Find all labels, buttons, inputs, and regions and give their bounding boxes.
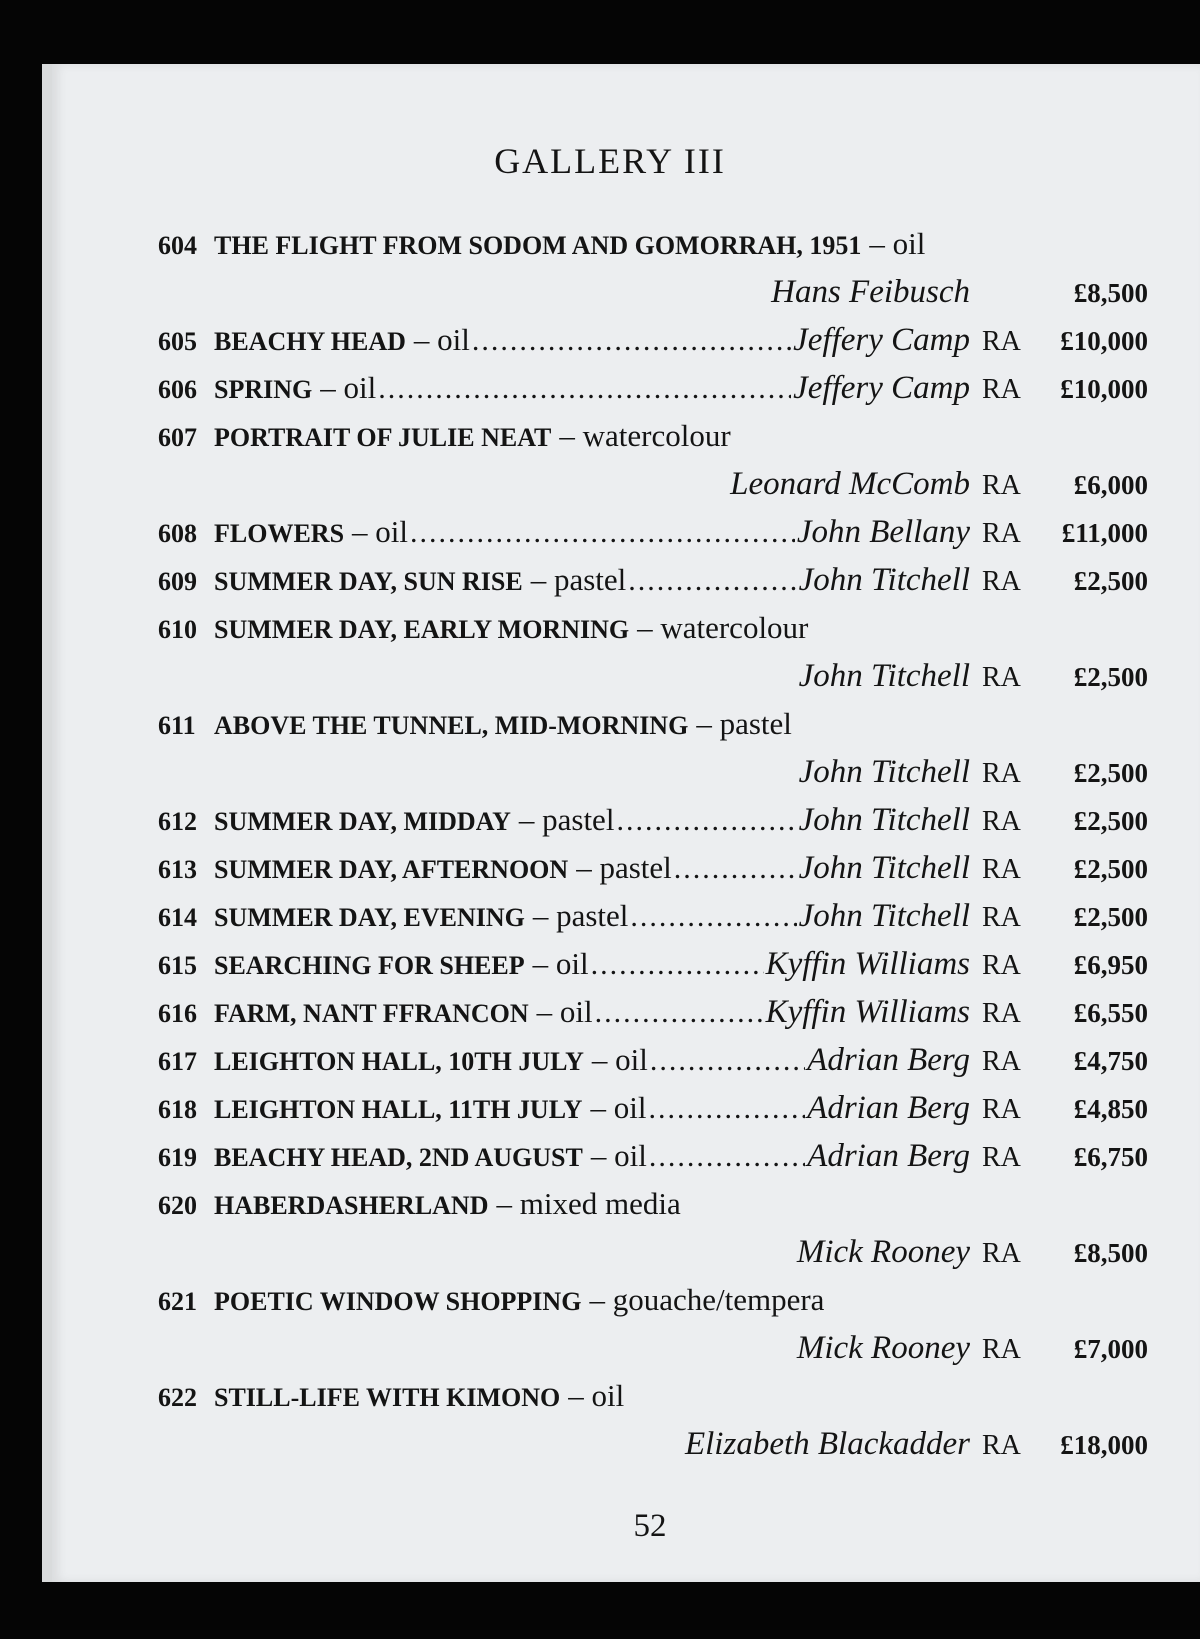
entry-607-artist-line — [158, 466, 1148, 514]
entry-medium: – mixed media — [496, 1186, 681, 1221]
entry-number: 617 — [158, 1047, 197, 1076]
entry-artist: Elizabeth Blackadder — [684, 1426, 970, 1462]
dot-leader — [649, 1140, 805, 1174]
entry-621 — [158, 1282, 1148, 1330]
entry-number: 608 — [158, 519, 197, 548]
entry-title: HABERDASHERLAND — [214, 1191, 489, 1220]
entry-artist: John Titchell — [798, 802, 970, 838]
page-number: 52 — [633, 1508, 667, 1544]
entry-title: ABOVE THE TUNNEL, MID-MORNING — [214, 711, 689, 740]
entry-title: SEARCHING FOR SHEEP — [214, 951, 525, 980]
entry-number: 606 — [158, 375, 197, 404]
dot-leader — [616, 804, 796, 838]
entry-number: 611 — [158, 711, 196, 740]
entry-ra: RA — [982, 1142, 1021, 1173]
entry-price: £4,850 — [1073, 1094, 1148, 1124]
entry-medium: – pastel — [696, 706, 792, 741]
entry-title: STILL-LIFE WITH KIMONO — [214, 1383, 561, 1412]
entry-price: £7,000 — [1073, 1334, 1148, 1364]
entry-title: SUMMER DAY, EVENING — [214, 903, 525, 932]
entry-title: PORTRAIT OF JULIE NEAT — [214, 423, 552, 452]
entry-610-artist-line — [158, 658, 1148, 706]
entry-price: £2,500 — [1073, 566, 1148, 596]
entry-medium: – oil — [568, 1378, 625, 1413]
entry-622 — [158, 1378, 1148, 1426]
entry-604 — [158, 226, 1148, 274]
entry-price: £10,000 — [1060, 374, 1148, 404]
entry-artist: John Bellany — [796, 514, 970, 550]
entry-number: 609 — [158, 567, 197, 596]
entry-612 — [158, 802, 1148, 850]
entry-artist: Hans Feibusch — [771, 274, 970, 310]
entry-ra: RA — [982, 806, 1021, 837]
entry-artist: Adrian Berg — [807, 1138, 970, 1174]
entry-price: £8,500 — [1073, 1238, 1148, 1268]
entry-title: SUMMER DAY, EARLY MORNING — [214, 615, 630, 644]
entry-title: LEIGHTON HALL, 11TH JULY — [214, 1095, 583, 1124]
entry-ra: RA — [982, 326, 1021, 357]
entry-number: 607 — [158, 423, 197, 452]
entry-medium: – oil — [532, 946, 589, 981]
entry-611-artist-line — [158, 754, 1148, 802]
dot-leader — [674, 852, 797, 886]
dot-leader — [628, 564, 796, 598]
entry-price: £18,000 — [1060, 1430, 1148, 1460]
entry-ra: RA — [982, 1094, 1021, 1125]
entry-artist: John Titchell — [798, 850, 970, 886]
entry-price: £8,500 — [1073, 278, 1148, 308]
entry-title: SUMMER DAY, MIDDAY — [214, 807, 511, 836]
entry-artist: John Titchell — [798, 898, 970, 934]
entry-title: POETIC WINDOW SHOPPING — [214, 1287, 582, 1316]
entry-price: £6,750 — [1073, 1142, 1148, 1172]
entry-medium: – oil — [413, 322, 470, 357]
entry-ra: RA — [982, 470, 1021, 501]
entry-medium: – pastel — [530, 562, 627, 597]
entry-price: £4,750 — [1073, 1046, 1148, 1076]
entry-619 — [158, 1138, 1148, 1186]
entry-number: 612 — [158, 807, 197, 836]
entry-614 — [158, 898, 1148, 946]
entry-ra: RA — [982, 1046, 1021, 1077]
entry-artist: Adrian Berg — [807, 1090, 970, 1126]
entry-606 — [158, 370, 1148, 418]
entry-615 — [158, 946, 1148, 994]
entry-618 — [158, 1090, 1148, 1138]
entry-artist: Jeffery Camp — [793, 322, 970, 358]
entry-medium: – pastel — [532, 898, 629, 933]
entry-medium: – oil — [590, 1138, 647, 1173]
entry-617 — [158, 1042, 1148, 1090]
entry-price: £10,000 — [1060, 326, 1148, 356]
entry-artist: Mick Rooney — [796, 1330, 970, 1366]
entry-price: £6,950 — [1073, 950, 1148, 980]
entry-613 — [158, 850, 1148, 898]
entry-title: SUMMER DAY, SUN RISE — [214, 567, 523, 596]
entry-medium: – watercolour — [559, 418, 731, 453]
entry-number: 618 — [158, 1095, 197, 1124]
entry-medium: – gouache/tempera — [589, 1282, 825, 1317]
entry-610 — [158, 610, 1148, 658]
entry-611 — [158, 706, 1148, 754]
entry-price: £11,000 — [1061, 518, 1148, 548]
entry-title: FLOWERS — [214, 519, 345, 548]
entry-ra: RA — [982, 998, 1021, 1029]
entry-title: FARM, NANT FFRANCON — [214, 999, 529, 1028]
entry-number: 616 — [158, 999, 197, 1028]
entry-artist: Kyffin Williams — [765, 994, 970, 1030]
entry-604-artist-line — [158, 274, 1148, 322]
entry-medium: – pastel — [576, 850, 672, 885]
entry-artist: Kyffin Williams — [765, 946, 970, 982]
entry-artist: Jeffery Camp — [793, 370, 970, 406]
entry-ra: RA — [982, 374, 1021, 405]
entry-number: 619 — [158, 1143, 197, 1172]
entry-price: £6,000 — [1073, 470, 1148, 500]
entry-title: BEACHY HEAD — [214, 327, 406, 356]
entry-ra: RA — [982, 1238, 1021, 1269]
entry-title: THE FLIGHT FROM SODOM AND GOMORRAH, 1951 — [214, 231, 862, 260]
entry-number: 605 — [158, 327, 197, 356]
entry-616 — [158, 994, 1148, 1042]
entry-number: 615 — [158, 951, 197, 980]
dot-leader — [378, 372, 791, 406]
entry-price: £2,500 — [1073, 806, 1148, 836]
entry-price: £2,500 — [1073, 902, 1148, 932]
entry-artist: Mick Rooney — [796, 1234, 970, 1270]
entry-price: £6,550 — [1073, 998, 1148, 1028]
entry-medium: – oil — [320, 370, 377, 405]
entry-number: 613 — [158, 855, 197, 884]
entry-number: 614 — [158, 903, 197, 932]
entry-number: 620 — [158, 1191, 197, 1220]
entry-621-artist-line — [158, 1330, 1148, 1378]
entry-medium: – oil — [869, 226, 926, 261]
entry-622-artist-line — [158, 1426, 1148, 1474]
entry-number: 621 — [158, 1287, 197, 1316]
entry-ra: RA — [982, 1430, 1021, 1461]
entry-620-artist-line — [158, 1234, 1148, 1282]
entry-620 — [158, 1186, 1148, 1234]
entry-ra: RA — [982, 566, 1021, 597]
entry-medium: – oil — [536, 994, 593, 1029]
dot-leader — [591, 948, 764, 982]
entry-ra: RA — [982, 518, 1021, 549]
entry-608 — [158, 514, 1148, 562]
entry-number: 604 — [158, 231, 197, 260]
dot-leader — [472, 324, 791, 358]
entry-title: LEIGHTON HALL, 10TH JULY — [214, 1047, 584, 1076]
entry-medium: – oil — [591, 1042, 648, 1077]
dot-leader — [650, 1044, 805, 1078]
entry-ra: RA — [982, 758, 1021, 789]
entry-price: £2,500 — [1073, 758, 1148, 788]
dot-leader — [410, 516, 795, 550]
entry-artist: John Titchell — [798, 754, 970, 790]
dot-leader — [595, 996, 764, 1030]
entry-price: £2,500 — [1073, 854, 1148, 884]
entry-artist: Leonard McComb — [730, 466, 970, 502]
entry-title: BEACHY HEAD, 2ND AUGUST — [214, 1143, 583, 1172]
entry-607 — [158, 418, 1148, 466]
entry-artist: John Titchell — [798, 562, 970, 598]
entry-ra: RA — [982, 902, 1021, 933]
entry-ra: RA — [982, 854, 1021, 885]
entry-title: SUMMER DAY, AFTERNOON — [214, 855, 569, 884]
entry-artist: John Titchell — [798, 658, 970, 694]
entry-number: 622 — [158, 1383, 197, 1412]
entry-medium: – watercolour — [637, 610, 809, 645]
dot-leader — [648, 1092, 805, 1126]
entry-title: SPRING — [214, 375, 313, 404]
entry-artist: Adrian Berg — [807, 1042, 970, 1078]
entry-ra: RA — [982, 950, 1021, 981]
gallery-title: GALLERY III — [494, 141, 726, 181]
entry-medium: – oil — [590, 1090, 647, 1125]
entry-price: £2,500 — [1073, 662, 1148, 692]
entry-ra: RA — [982, 662, 1021, 693]
entry-609 — [158, 562, 1148, 610]
entry-605 — [158, 322, 1148, 370]
entry-medium: – pastel — [518, 802, 615, 837]
entry-medium: – oil — [352, 514, 409, 549]
entry-number: 610 — [158, 615, 197, 644]
entry-ra: RA — [982, 1334, 1021, 1365]
dot-leader — [630, 900, 796, 934]
